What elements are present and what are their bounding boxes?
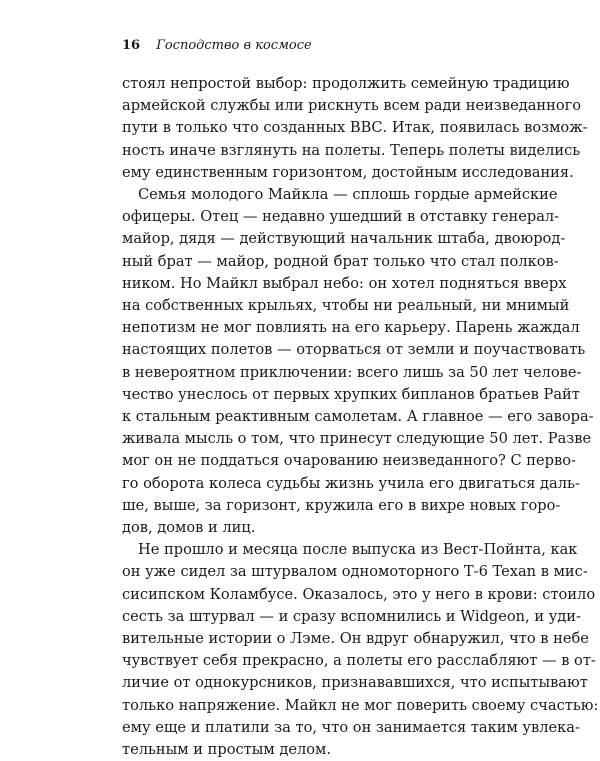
text-line: офицеры. Отец — недавно ушедший в отставку генерал-: [122, 208, 560, 226]
paragraph: [122, 539, 599, 761]
text-line: майор, дядя — действующий начальник штаба, двоюрод-: [122, 230, 566, 248]
text-line: к стальным реактивным самолетам. А главное — его завора-: [122, 408, 594, 426]
text-line: стоял непростой выбор: продолжить семейную традицию: [122, 75, 570, 92]
text-line: Не прошло и месяца после выпуска из Вест-Пойнта, как: [138, 541, 578, 559]
text-line: только напряжение. Майкл не мог поверить своему счастью:: [122, 696, 599, 714]
text-line: ему еще и платили за то, что он занимается таким увлека-: [122, 718, 580, 736]
text-line: вительные истории о Лэме. Он вдруг обнаружил, что в небе: [122, 630, 589, 648]
text-line: на собственных крыльях, чтобы ни реальный, ни мнимый: [122, 297, 570, 315]
text-line: сесть за штурвал — и сразу вспомнились и Widgeon, и уди-: [122, 607, 581, 625]
text-line: непотизм не мог повлиять на его карьеру. Парень жаждал: [122, 319, 580, 337]
text-line: ше, выше, за горизонт, кружила его в вихре новых горо-: [122, 496, 561, 514]
text-line: в невероятном приключении: всего лишь за 50 лет челове-: [122, 363, 582, 381]
text-line: ность иначе взглянуть на полеты. Теперь полеты виделись: [122, 141, 581, 159]
text-line: го оборота колеса судьбы жизнь учила его двигаться даль-: [122, 474, 580, 492]
text-line: дов, домов и лиц.: [122, 519, 256, 537]
page-number: 16: [122, 38, 141, 53]
running-header: [122, 38, 312, 54]
paragraph: [122, 184, 594, 539]
body-text: [122, 73, 599, 761]
text-line: тельным и простым делом.: [122, 741, 332, 759]
text-line: чувствует себя прекрасно, а полеты его расслабляют — в от-: [122, 652, 596, 670]
text-line: Семья молодого Майкла — сплошь гордые армейские: [138, 186, 558, 204]
paragraph: [122, 73, 588, 184]
text-line: ный брат — майор, родной брат только что стал полков-: [122, 252, 559, 270]
text-line: чество унеслось от первых хрупких бипланов братьев Райт: [122, 385, 580, 403]
text-line: мог он не поддаться очарованию неизведанного? С перво-: [122, 452, 576, 470]
text-line: живала мысль о том, что принесут следующие 50 лет. Разве: [122, 430, 592, 448]
text-line: личие от однокурсников, признававшихся, что испытывают: [122, 674, 588, 692]
text-line: пути в только что созданных ВВС. Итак, появилась возмож-: [122, 119, 588, 137]
text-line: армейской службы или рискнуть всем ради неизведанного: [122, 97, 582, 115]
running-title: Господство в космосе: [156, 38, 312, 53]
text-line: ником. Но Майкл выбрал небо: он хотел подняться вверх: [122, 274, 567, 292]
text-line: сисипском Коламбусе. Оказалось, это у него в крови: стоило: [122, 585, 596, 603]
text-line: настоящих полетов — оторваться от земли и поучаствовать: [122, 341, 586, 359]
text-line: он уже сидел за штурвалом одномоторного Т-6 Texan в мис-: [122, 563, 588, 581]
text-line: ему единственным горизонтом, достойным исследования.: [122, 163, 574, 181]
